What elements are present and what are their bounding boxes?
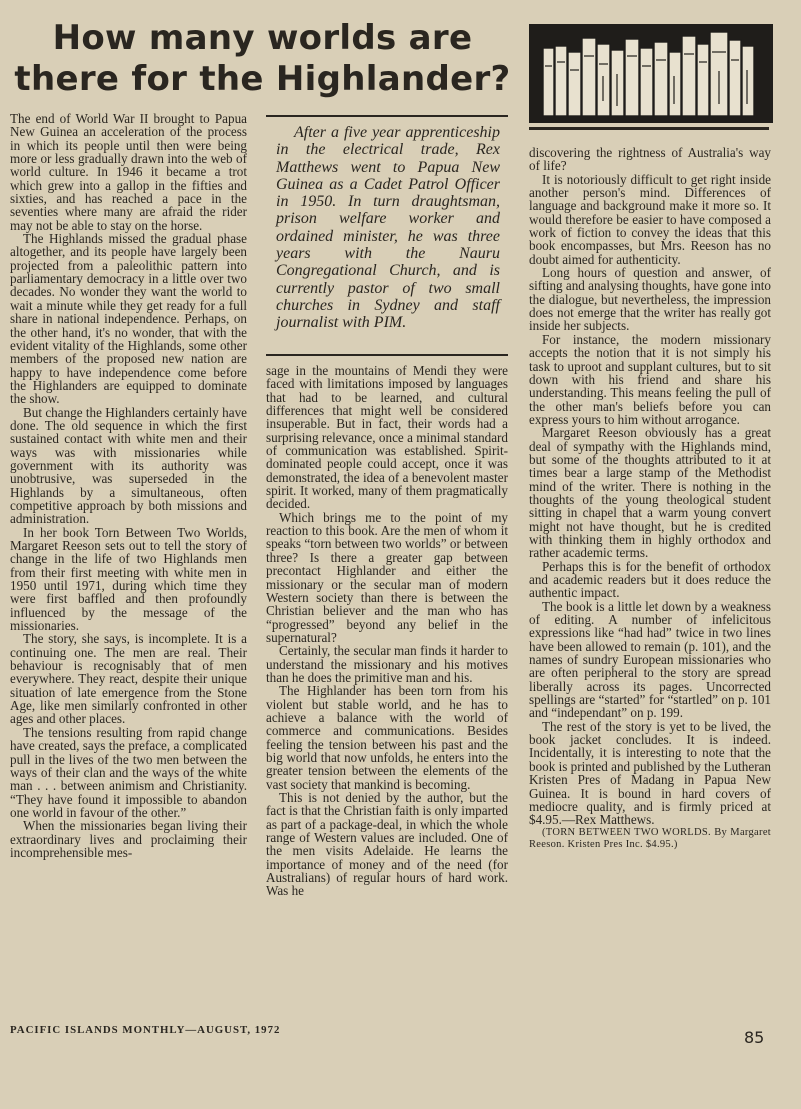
paragraph: Which brings me to the point of my reaction to this book. Are the men of whom it speaks “torn between two worlds” or between three? Is there a greater gap between precontact Highlander and either the missionary or the secular man of modern Western society than there is between the Christian believer and the man who has “progressed” beyond any belief in the supernatural? [266, 509, 508, 645]
paragraph: This is not denied by the author, but the fact is that the Christian faith is only imparted as part of a package-deal, in which the whole range of Western values are included. One of the men visits Adelaide. He learns the importance of money and of the need (for Australians) of regular hours of hard work. Was he [266, 790, 508, 899]
intro-rule-top [266, 115, 508, 117]
page-number: 85 [744, 1028, 765, 1047]
paragraph: The book is a little let down by a weakness of editing. A number of infelicitous expressions like “had had” twice in two lines have been allowed to remain (p. 101), and the names of sundry European missionaries who are often peripheral to the story are spread liberally across its pages. Uncorrected spellings are “started” for “startled” on p. 101 and “independant” on p. 199. [529, 598, 771, 721]
article-column-3 [529, 146, 771, 851]
bookshelf-logo-icon [529, 24, 773, 123]
paragraph: sage in the mountains of Mendi they were faced with limitations imposed by languages that had to be learned, and cultural differences that might well be considered insuperable. But in fact, their words had a surprising relevance, once a minimal standard of communication was established. Spirit-dominated people could accept, once it was demonstrated, the idea of a benevolent master spirit. It worked, many of them pragmatically decided. [266, 363, 508, 512]
paragraph: The tensions resulting from rapid change have created, says the preface, a complicated pull in the lives of the two men between the ways of their clan and the ways of the white man . . . between animism and Christianity. “They have found it impossible to abandon one world in favour of the other.” [10, 724, 247, 820]
article-column-1 [10, 112, 247, 859]
paragraph: Margaret Reeson obviously has a great deal of sympathy with the Highlands mind, but some of the thoughts attributed to it at times bear a large stamp of the Methodist mind of the writer. There is nothing in the thoughts of the young theological student sitting in chapel that a warm young convert might not have thought, but he is credited with thinking them in highly orthodox and rather academic terms. [529, 425, 771, 561]
logo-underline-rule [529, 127, 769, 130]
paragraph: discovering the rightness of Australia's way of life? [529, 145, 771, 174]
author-intro-box: After a five year apprenticeship in the electrical trade, Rex Matthews went to Papua New Guinea as a Cadet Patrol Officer in 1950. In turn draughtsman, prison welfare worker and ordained minister, he was three years with the Nauru Congregational Church, and is currently pastor of two small churches in Sydney and staff journalist with PIM. [276, 124, 500, 332]
article-column-2 [266, 364, 508, 898]
paragraph: But change the Highlanders certainly have done. The old sequence in which the first sustained contact with white men and their ways was with missionaries while government with its authority was unobtrusive, was superseded in the Highlands by a simultaneous, often competitive approach by both missions and administration. [10, 404, 247, 527]
paragraph: Certainly, the secular man finds it harder to understand the missionary and his motives than he does the primitive man and his. [266, 643, 508, 685]
paragraph: Perhaps this is for the benefit of orthodox and academic readers but it does reduce the authentic impact. [529, 558, 771, 601]
book-credit-line: (TORN BETWEEN TWO WORLDS. By Margaret Reeson. Kristen Pres Inc. $4.95.) [529, 826, 771, 850]
paragraph: In her book Torn Between Two Worlds, Margaret Reeson sets out to tell the story of change in the life of two Highlands men from their first meeting with white men in 1950 until 1971, during which time they were first baffled and then profoundly influenced by the message of the missionaries. [10, 524, 247, 634]
paragraph: The rest of the story is yet to be lived, the book jacket concludes. It is indeed. Incidentally, it is interesting to note that the book is printed and published by the Lutheran Kristen Pres of Madang in Papua New Guinea. It is bound in hard covers of mediocre quality, and is firmly priced at $4.95.—Rex Matthews. [529, 718, 771, 828]
paragraph: The Highlander has been torn from his violent but stable world, and he has to achieve a balance with the world of commerce and communications. Besides feeling the tension between his past and the big world that now unfolds, he enters into the greater tension between the elements of the vast society that mankind is becoming. [266, 683, 508, 792]
article-headline: How many worlds are there for the Highlander? [14, 18, 511, 99]
intro-rule-bottom [266, 354, 508, 356]
paragraph: When the missionaries began living their extraordinary lives and proclaiming their incomprehensible mes- [10, 818, 247, 860]
paragraph: The end of World War II brought to Papua New Guinea an acceleration of the process in which its people until then were being more or less gradually drawn into the web of world culture. In 1946 it became a trot which grew into a gallop in the fifties and sixties, and has reached a pace in the seventies where many are afraid the rider may not be able to stay on the horse. [10, 111, 247, 233]
paragraph: For instance, the modern missionary accepts the notion that it is not simply his task to uproot and supplant cultures, but to sit down with his friend and share his understanding. This means feeling the pull of the other man's beliefs before you can express yours to him without arrogance. [529, 331, 771, 427]
publication-footer: PACIFIC ISLANDS MONTHLY—AUGUST, 1972 [10, 1024, 281, 1036]
paragraph: It is notoriously difficult to get right inside another person's mind. Differences of language and background make it more so. It would therefore be easier to have composed a work of fiction to convey the ideas that this book encompasses, but Mrs. Reeson has no doubt aimed for authenticity. [529, 171, 771, 267]
paragraph: The story, she says, is incomplete. It is a continuing one. The men are real. Their behaviour is recognisably that of men everywhere. They react, despite their unique situation of late emergence from the Stone Age, like men similarly confronted in other ages and other places. [10, 631, 247, 727]
paragraph: Long hours of question and answer, of sifting and analysing thoughts, have gone into the dialogue, but nevertheless, the impression does not emerge that the writer has really got inside her subjects. [529, 265, 771, 334]
paragraph: The Highlands missed the gradual phase altogether, and its people have largely been projected from a paleolithic pattern into parliamentary democracy in a little over two decades. No wonder they want the world to wait a minute while they get ready for a full share in national independence. Perhaps, on the other hand, it's no wonder, that with the evident vitality of the Highlands, some other members of the proposed new nation are happy to have independence come before the Highlanders are equipped to dominate the show. [10, 231, 247, 407]
